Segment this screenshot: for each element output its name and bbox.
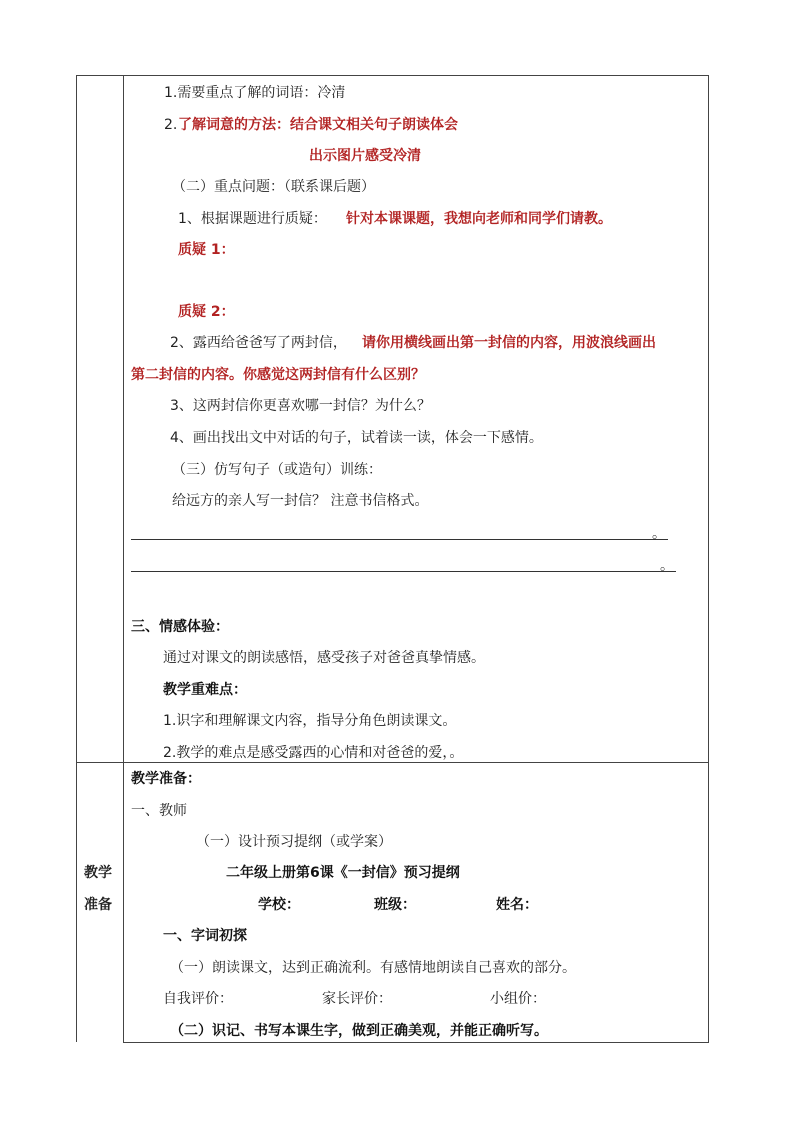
imitation-heading: （三）仿写句子（或造句）训练： (172, 462, 382, 478)
row-label-line-1: 教学 (84, 865, 112, 881)
method-line: 了解词意的方法：结合课文相关句子朗读体会 (178, 117, 458, 133)
question-2-continued: 第二封信的内容。你感觉这两封信有什么区别？ (131, 367, 425, 383)
emotion-text: 通过对课文的朗读感悟，感受孩子对爸爸真挚情感。 (163, 650, 485, 666)
name-field-label: 姓名： (496, 897, 538, 913)
self-evaluation-label: 自我评价： (163, 991, 233, 1007)
key-word-line: 1.需要重点了解的词语：冷清 (164, 85, 346, 101)
word-exploration-heading: 一、字词初探 (163, 928, 247, 944)
key-difficulty-heading: 教学重难点： (163, 682, 247, 698)
key-question-heading: （二）重点问题：（联系课后题） (172, 179, 375, 195)
table-top-border (76, 75, 709, 76)
writing-line-2-end: 。 (660, 558, 674, 574)
letter-task-line: 给远方的亲人写一封信？ 注意书信格式。 (172, 493, 429, 509)
emotion-heading: 三、情感体验： (131, 619, 229, 635)
table-column-divider (123, 75, 124, 1042)
doubt-2-label: 质疑 2： (178, 304, 235, 320)
group-evaluation-label: 小组价： (490, 991, 546, 1007)
preparation-heading: 教学准备： (131, 771, 201, 787)
key-point-1: 1.识字和理解课文内容，指导分角色朗读课文。 (163, 713, 457, 729)
question-1-highlight: 针对本课课题，我想向老师和同学们请教。 (346, 211, 612, 227)
question-2-highlight: 请你用横线画出第一封信的内容，用波浪线画出 (362, 335, 656, 351)
writing-line-2 (131, 571, 676, 572)
outline-design-line: （一）设计预习提纲（或学案） (196, 834, 392, 850)
table-left-border (76, 75, 77, 1042)
writing-task-line: （二）识记、书写本课生字，做到正确美观，并能正确听写。 (170, 1023, 548, 1039)
reading-task-line: （一）朗读课文，达到正确流利。有感情地朗读自己喜欢的部分。 (170, 960, 576, 976)
school-field-label: 学校： (258, 897, 300, 913)
key-point-2: 2.教学的难点是感受露西的心情和对爸爸的爱，。 (163, 745, 464, 761)
question-4-line: 4、画出找出文中对话的句子，试着读一读，体会一下感情。 (170, 430, 543, 446)
parent-evaluation-label: 家长评价： (322, 991, 392, 1007)
question-3-line: 3、这两封信你更喜欢哪一封信？为什么？ (170, 398, 431, 414)
outline-title: 二年级上册第6课《一封信》预习提纲 (226, 865, 460, 881)
doubt-1-label: 质疑 1： (178, 242, 235, 258)
method-line-number: 2. (164, 117, 178, 133)
table-bottom-border (123, 1042, 709, 1043)
table-right-border (708, 75, 709, 1042)
class-field-label: 班级： (374, 897, 416, 913)
teacher-heading: 一、教师 (131, 803, 187, 819)
question-2-prefix: 2、露西给爸爸写了两封信， (170, 335, 347, 351)
show-picture-line: 出示图片感受冷清 (309, 148, 421, 164)
row-label-line-2: 准备 (84, 897, 112, 913)
writing-line-1 (131, 539, 668, 540)
writing-line-1-end: 。 (652, 526, 666, 542)
question-1-prefix: 1、根据课题进行质疑： (178, 211, 327, 227)
